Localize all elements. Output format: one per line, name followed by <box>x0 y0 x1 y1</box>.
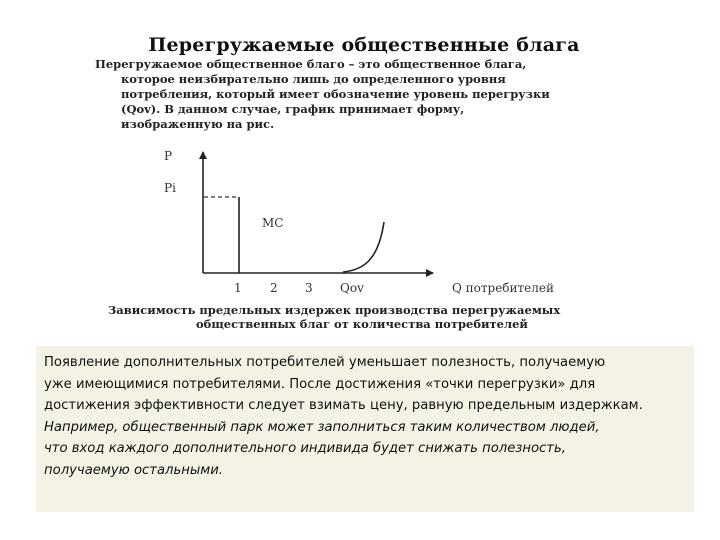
x-axis-label: Q потребителей <box>452 281 554 295</box>
caption-line: Зависимость предельных издержек производства перегружаемых <box>108 303 561 317</box>
definition-line: изображенную на рис. <box>121 117 275 131</box>
y-axis-label: P <box>164 149 173 163</box>
mc-curve <box>343 222 384 272</box>
explanation-box <box>36 346 694 512</box>
slide-title: Перегружаемые общественные блага <box>148 34 580 56</box>
x-tick-label: Qov <box>340 281 364 295</box>
note-line: получаемую остальными. <box>44 462 223 478</box>
definition-line: потребления, который имеет обозначение уровень перегрузки <box>121 87 550 101</box>
caption-line: общественных благ от количества потребителей <box>196 317 528 331</box>
definition-line: (Qov). В данном случае, график принимает форму, <box>121 102 465 116</box>
note-line: что вход каждого дополнительного индивида будет снижать полезность, <box>44 441 566 457</box>
note-line: достижения эффективности следует взимать цену, равную предельным издержкам. <box>44 398 643 414</box>
figure-caption <box>108 303 638 331</box>
x-tick-label: 2 <box>270 281 278 295</box>
mc-label: MC <box>262 216 284 230</box>
definition-line: которое неизбирательно лишь до определенного уровня <box>121 72 506 86</box>
y-tick-label: Pi <box>164 181 176 195</box>
definition-line: Перегружаемое общественное благо – это общественное блага, <box>95 57 527 71</box>
x-tick-label: 1 <box>234 281 242 295</box>
note-line: уже имеющимися потребителями. После достижения «точки перегрузки» для <box>44 376 596 392</box>
note-line: Появление дополнительных потребителей уменьшает полезность, получаемую <box>44 355 606 370</box>
note-line: Например, общественный парк может заполниться таким количеством людей, <box>44 419 600 435</box>
x-tick-label: 3 <box>305 281 313 295</box>
